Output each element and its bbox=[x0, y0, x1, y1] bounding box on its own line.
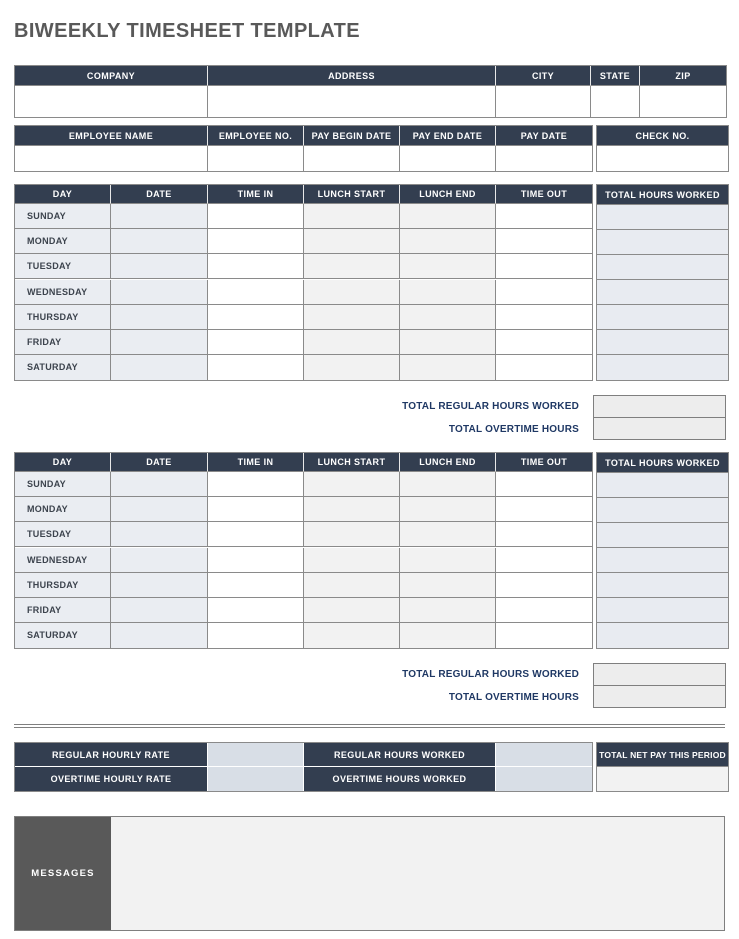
lunch-start-cell[interactable] bbox=[304, 229, 400, 254]
time-out-cell[interactable] bbox=[496, 330, 592, 355]
total-hours-column bbox=[596, 452, 729, 649]
day-label-thursday: THURSDAY bbox=[15, 573, 111, 598]
time-in-cell[interactable] bbox=[208, 204, 304, 229]
day-label-monday: MONDAY bbox=[15, 229, 111, 254]
time-in-cell[interactable] bbox=[208, 472, 304, 497]
time-in-cell[interactable] bbox=[208, 573, 304, 598]
lunch-end-cell[interactable] bbox=[400, 522, 496, 547]
employee-name-header: EMPLOYEE NAME bbox=[15, 126, 208, 146]
lunch-start-header: LUNCH START bbox=[304, 453, 400, 472]
messages-label: MESSAGES bbox=[15, 817, 111, 930]
date-cell[interactable] bbox=[111, 623, 208, 648]
time-in-cell[interactable] bbox=[208, 280, 304, 305]
day-header: DAY bbox=[15, 185, 111, 204]
check-no-input-cell[interactable] bbox=[597, 146, 728, 171]
date-cell[interactable] bbox=[111, 305, 208, 330]
messages-input-area[interactable] bbox=[111, 817, 724, 930]
employee-no-input-cell[interactable] bbox=[208, 146, 304, 171]
time-out-cell[interactable] bbox=[496, 497, 592, 522]
lunch-start-header: LUNCH START bbox=[304, 185, 400, 204]
total-regular-hours-box[interactable] bbox=[593, 663, 726, 686]
regular-hourly-rate-input-cell[interactable] bbox=[208, 743, 304, 767]
time-out-cell[interactable] bbox=[496, 548, 592, 573]
lunch-end-cell[interactable] bbox=[400, 598, 496, 623]
date-cell[interactable] bbox=[111, 355, 208, 380]
lunch-start-cell[interactable] bbox=[304, 497, 400, 522]
total-hours-cell bbox=[597, 255, 728, 280]
lunch-start-cell[interactable] bbox=[304, 280, 400, 305]
day-label-sunday: SUNDAY bbox=[15, 472, 111, 497]
check-no-column bbox=[596, 125, 729, 172]
lunch-end-cell[interactable] bbox=[400, 623, 496, 648]
pay-end-date-input-cell[interactable] bbox=[400, 146, 496, 171]
day-label-tuesday: TUESDAY bbox=[15, 254, 111, 279]
total-hours-cell bbox=[597, 573, 728, 598]
state-input-cell[interactable] bbox=[591, 86, 640, 117]
total-hours-column bbox=[596, 184, 729, 381]
lunch-end-cell[interactable] bbox=[400, 330, 496, 355]
total-hours-cell bbox=[597, 548, 728, 573]
lunch-start-cell[interactable] bbox=[304, 355, 400, 380]
total-hours-cell bbox=[597, 230, 728, 255]
week1-totals bbox=[14, 395, 726, 441]
total-net-pay-label: TOTAL NET PAY THIS PERIOD bbox=[597, 743, 728, 767]
total-hours-cell bbox=[597, 355, 728, 380]
check-no-header: CHECK NO. bbox=[597, 126, 728, 146]
total-hours-cell bbox=[597, 205, 728, 230]
pay-begin-date-header: PAY BEGIN DATE bbox=[304, 126, 400, 146]
lunch-end-cell[interactable] bbox=[400, 229, 496, 254]
pay-table-main bbox=[14, 742, 593, 792]
lunch-end-cell[interactable] bbox=[400, 355, 496, 380]
regular-hours-worked-input-cell[interactable] bbox=[496, 743, 592, 767]
overtime-hourly-rate-input-cell[interactable] bbox=[208, 767, 304, 791]
date-cell[interactable] bbox=[111, 548, 208, 573]
lunch-end-cell[interactable] bbox=[400, 573, 496, 598]
lunch-end-cell[interactable] bbox=[400, 305, 496, 330]
time-out-cell[interactable] bbox=[496, 598, 592, 623]
date-cell[interactable] bbox=[111, 522, 208, 547]
state-header: STATE bbox=[591, 66, 640, 86]
total-overtime-hours-label: TOTAL OVERTIME HOURS bbox=[448, 691, 579, 703]
total-hours-cell bbox=[597, 280, 728, 305]
total-hours-cell bbox=[597, 473, 728, 498]
total-hours-cell bbox=[597, 598, 728, 623]
time-in-cell[interactable] bbox=[208, 522, 304, 547]
zip-header: ZIP bbox=[640, 66, 726, 86]
pay-table bbox=[14, 742, 725, 792]
employee-no-header: EMPLOYEE NO. bbox=[208, 126, 304, 146]
net-pay-column bbox=[596, 742, 729, 792]
time-out-cell[interactable] bbox=[496, 204, 592, 229]
address-header: ADDRESS bbox=[208, 66, 496, 86]
address-input-cell[interactable] bbox=[208, 86, 496, 117]
week2-table bbox=[14, 452, 725, 649]
total-regular-hours-box[interactable] bbox=[593, 395, 726, 418]
date-cell[interactable] bbox=[111, 280, 208, 305]
total-net-pay-cell[interactable] bbox=[597, 767, 728, 791]
date-header: DATE bbox=[111, 185, 208, 204]
company-header: COMPANY bbox=[15, 66, 208, 86]
time-out-header: TIME OUT bbox=[496, 185, 592, 204]
total-overtime-hours-box[interactable] bbox=[593, 417, 726, 440]
zip-input-cell[interactable] bbox=[640, 86, 726, 117]
section-divider bbox=[14, 724, 725, 728]
time-out-cell[interactable] bbox=[496, 280, 592, 305]
time-in-header: TIME IN bbox=[208, 185, 304, 204]
total-hours-header: TOTAL HOURS WORKED bbox=[597, 453, 728, 473]
date-cell[interactable] bbox=[111, 254, 208, 279]
time-in-cell[interactable] bbox=[208, 229, 304, 254]
day-label-thursday: THURSDAY bbox=[15, 305, 111, 330]
lunch-end-cell[interactable] bbox=[400, 497, 496, 522]
time-out-cell[interactable] bbox=[496, 472, 592, 497]
day-label-wednesday: WEDNESDAY bbox=[15, 548, 111, 573]
day-label-friday: FRIDAY bbox=[15, 330, 111, 355]
lunch-start-cell[interactable] bbox=[304, 330, 400, 355]
time-out-cell[interactable] bbox=[496, 573, 592, 598]
time-in-cell[interactable] bbox=[208, 254, 304, 279]
time-in-cell[interactable] bbox=[208, 355, 304, 380]
day-label-sunday: SUNDAY bbox=[15, 204, 111, 229]
overtime-hours-worked-label: OVERTIME HOURS WORKED bbox=[304, 767, 496, 791]
date-cell[interactable] bbox=[111, 472, 208, 497]
day-label-saturday: SATURDAY bbox=[15, 623, 111, 648]
lunch-end-cell[interactable] bbox=[400, 280, 496, 305]
total-hours-cell bbox=[597, 305, 728, 330]
lunch-start-cell[interactable] bbox=[304, 522, 400, 547]
lunch-end-cell[interactable] bbox=[400, 472, 496, 497]
date-cell[interactable] bbox=[111, 497, 208, 522]
date-cell[interactable] bbox=[111, 204, 208, 229]
total-regular-hours-label: TOTAL REGULAR HOURS WORKED bbox=[402, 669, 579, 680]
lunch-end-cell[interactable] bbox=[400, 548, 496, 573]
page-title: BIWEEKLY TIMESHEET TEMPLATE bbox=[14, 20, 361, 42]
total-hours-cell bbox=[597, 330, 728, 355]
lunch-start-cell[interactable] bbox=[304, 254, 400, 279]
pay-date-input-cell[interactable] bbox=[496, 146, 592, 171]
total-hours-cell bbox=[597, 498, 728, 523]
employee-table-main bbox=[14, 125, 593, 172]
lunch-start-cell[interactable] bbox=[304, 573, 400, 598]
lunch-end-cell[interactable] bbox=[400, 254, 496, 279]
city-header: CITY bbox=[496, 66, 591, 86]
lunch-start-cell[interactable] bbox=[304, 548, 400, 573]
day-label-saturday: SATURDAY bbox=[15, 355, 111, 380]
time-in-cell[interactable] bbox=[208, 305, 304, 330]
total-regular-hours-label: TOTAL REGULAR HOURS WORKED bbox=[402, 401, 579, 412]
time-in-cell[interactable] bbox=[208, 497, 304, 522]
day-label-wednesday: WEDNESDAY bbox=[15, 280, 111, 305]
time-in-cell[interactable] bbox=[208, 330, 304, 355]
time-in-cell[interactable] bbox=[208, 623, 304, 648]
lunch-start-cell[interactable] bbox=[304, 305, 400, 330]
total-hours-cell bbox=[597, 623, 728, 648]
total-hours-cell bbox=[597, 523, 728, 548]
time-out-cell[interactable] bbox=[496, 355, 592, 380]
city-input-cell[interactable] bbox=[496, 86, 591, 117]
time-in-header: TIME IN bbox=[208, 453, 304, 472]
employee-name-input-cell[interactable] bbox=[15, 146, 208, 171]
date-cell[interactable] bbox=[111, 229, 208, 254]
company-input-cell[interactable] bbox=[15, 86, 208, 117]
date-cell[interactable] bbox=[111, 330, 208, 355]
lunch-start-cell[interactable] bbox=[304, 623, 400, 648]
lunch-start-cell[interactable] bbox=[304, 204, 400, 229]
lunch-start-cell[interactable] bbox=[304, 472, 400, 497]
date-header: DATE bbox=[111, 453, 208, 472]
pay-date-header: PAY DATE bbox=[496, 126, 592, 146]
time-out-cell[interactable] bbox=[496, 305, 592, 330]
date-cell[interactable] bbox=[111, 573, 208, 598]
time-out-cell[interactable] bbox=[496, 229, 592, 254]
day-header: DAY bbox=[15, 453, 111, 472]
week2-table-main bbox=[14, 452, 593, 649]
total-overtime-hours-box[interactable] bbox=[593, 685, 726, 708]
day-label-tuesday: TUESDAY bbox=[15, 522, 111, 547]
lunch-start-cell[interactable] bbox=[304, 598, 400, 623]
day-label-friday: FRIDAY bbox=[15, 598, 111, 623]
lunch-end-cell[interactable] bbox=[400, 204, 496, 229]
overtime-hours-worked-input-cell[interactable] bbox=[496, 767, 592, 791]
time-out-header: TIME OUT bbox=[496, 453, 592, 472]
time-out-cell[interactable] bbox=[496, 254, 592, 279]
company-table bbox=[14, 65, 727, 118]
week2-totals bbox=[14, 663, 726, 709]
overtime-hourly-rate-label: OVERTIME HOURLY RATE bbox=[15, 767, 208, 791]
messages-section bbox=[14, 816, 725, 931]
lunch-end-header: LUNCH END bbox=[400, 453, 496, 472]
lunch-end-header: LUNCH END bbox=[400, 185, 496, 204]
week1-table bbox=[14, 184, 725, 381]
regular-hours-worked-label: REGULAR HOURS WORKED bbox=[304, 743, 496, 767]
time-out-cell[interactable] bbox=[496, 623, 592, 648]
time-in-cell[interactable] bbox=[208, 598, 304, 623]
total-overtime-hours-label: TOTAL OVERTIME HOURS bbox=[448, 423, 579, 435]
date-cell[interactable] bbox=[111, 598, 208, 623]
regular-hourly-rate-label: REGULAR HOURLY RATE bbox=[15, 743, 208, 767]
employee-table bbox=[14, 125, 725, 172]
week1-table-main bbox=[14, 184, 593, 381]
total-hours-header: TOTAL HOURS WORKED bbox=[597, 185, 728, 205]
pay-begin-date-input-cell[interactable] bbox=[304, 146, 400, 171]
day-label-monday: MONDAY bbox=[15, 497, 111, 522]
time-out-cell[interactable] bbox=[496, 522, 592, 547]
time-in-cell[interactable] bbox=[208, 548, 304, 573]
pay-end-date-header: PAY END DATE bbox=[400, 126, 496, 146]
